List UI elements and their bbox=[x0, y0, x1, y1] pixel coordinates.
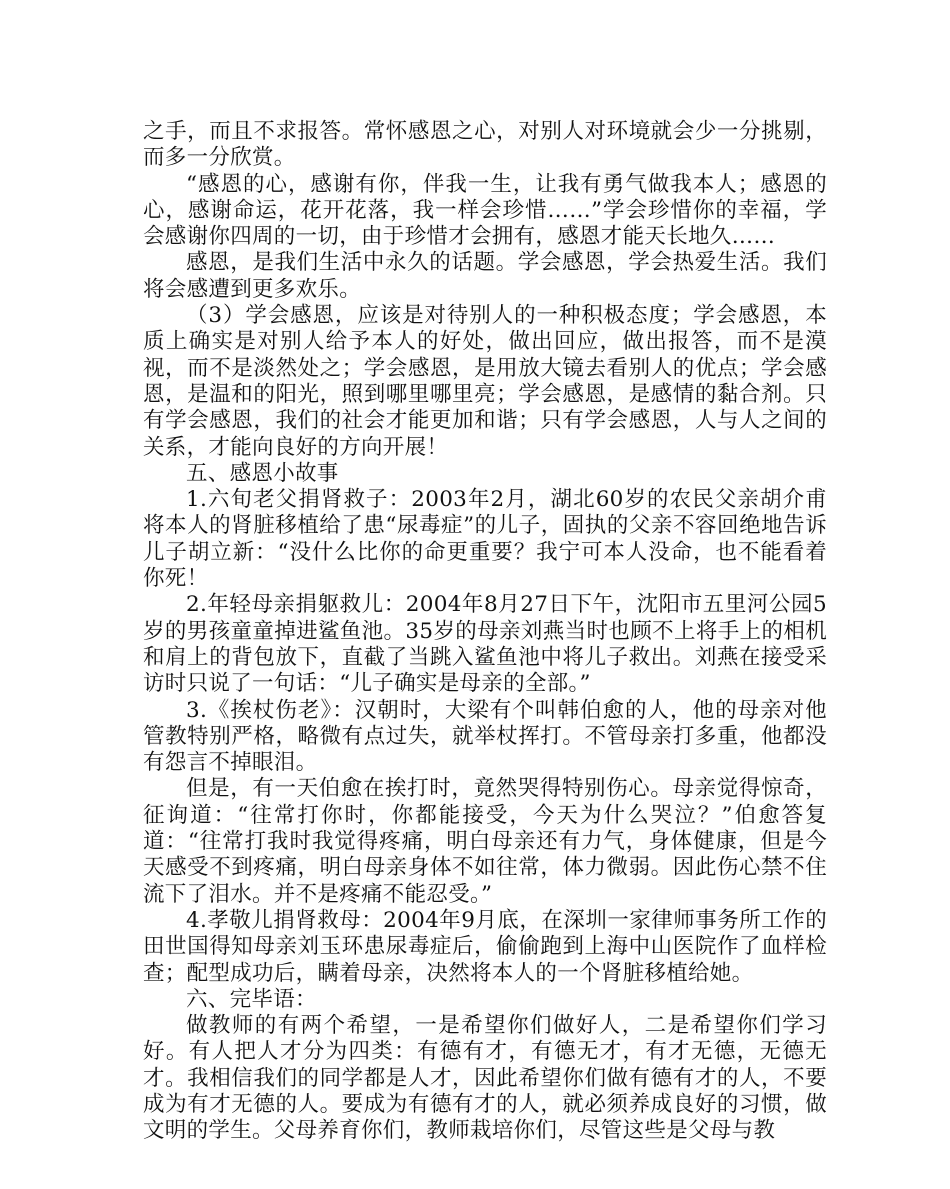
story-3: 3.《挨杖伤老》：汉朝时，大梁有个叫韩伯愈的人，他的母亲对他管教特别严格，略微有点过失，就举杖挥打。不管母亲打多重，他都没有怨言不掉眼泪。 bbox=[143, 697, 827, 776]
section-heading-stories: 五、感恩小故事 bbox=[186, 460, 339, 486]
story-1: 1.六旬老父捐肾救子：2003年2月，湖北60岁的农民父亲胡介甫将本人的肾脏移植给了患“尿毒症”的儿子，固执的父亲不容回绝地告诉儿子胡立新：“没什么比你的命更重要？我宁可本人没命，也不能看着你死！ bbox=[143, 487, 827, 592]
paragraph-gratitude-closing: 之手，而且不求报答。常怀感恩之心，对别人对环境就会少一分挑剔，而多一分欣赏。 bbox=[143, 119, 827, 171]
story-3-continued: 但是，有一天伯愈在挨打时，竟然哭得特别伤心。母亲觉得惊奇，征询道：“往常打你时，你都能接受，今天为什么哭泣？”伯愈答复道：“往常打我时我觉得疼痛，明白母亲还有力气，身体健康，但是今天感受不到疼痛，明白母亲身体不如往常，体力微弱。因此伤心禁不住流下了泪水。并不是疼痛不能忍受。” bbox=[143, 776, 827, 907]
section-heading-closing: 六、完毕语： bbox=[186, 986, 317, 1012]
story-4: 4.孝敬儿捐肾救母：2004年9月底，在深圳一家律师事务所工作的田世国得知母亲刘玉环患尿毒症后，偷偷跑到上海中山医院作了血样检查；配型成功后，瞒着母亲，决然将本人的一个肾脏移植给她。 bbox=[143, 907, 827, 986]
paragraph-closing-remarks: 做教师的有两个希望，一是希望你们做好人，二是希望你们学习好。有人把人才分为四类：有德有才，有德无才，有才无德，无德无才。我相信我们的同学都是人才，因此希望你们做有德有才的人，不要成为有才无德的人。要成为有德有才的人，就必须养成良好的习惯，做文明的学生。父母养育你们，教师栽培你们，尽管这些是父母与教 bbox=[143, 1013, 827, 1144]
paragraph-song-quote: “感恩的心，感谢有你，伴我一生，让我有勇气做我本人；感恩的心，感谢命运，花开花落，我一样会珍惜……”学会珍惜你的幸福，学会感谢你四周的一切，由于珍惜才会拥有，感恩才能天长地久…… bbox=[143, 171, 827, 250]
document-body bbox=[143, 119, 827, 1145]
paragraph-eternal-topic: 感恩，是我们生活中永久的话题。学会感恩，学会热爱生活。我们将会感遭到更多欢乐。 bbox=[143, 250, 827, 302]
paragraph-section-3: （3）学会感恩，应该是对待别人的一种积极态度；学会感恩，本质上确实是对别人给予本人的好处，做出回应，做出报答，而不是漠视，而不是淡然处之；学会感恩，是用放大镜去看别人的优点；学会感恩，是温和的阳光，照到哪里哪里亮；学会感恩，是感情的黏合剂。只有学会感恩，我们的社会才能更加和谐；只有学会感恩，人与人之间的关系，才能向良好的方向开展！ bbox=[143, 303, 827, 460]
story-2: 2.年轻母亲捐躯救儿：2004年8月27日下午，沈阳市五里河公园5岁的男孩童童掉进鲨鱼池。35岁的母亲刘燕当时也顾不上将手上的相机和肩上的背包放下，直截了当跳入鲨鱼池中将儿子救出。刘燕在接受采访时只说了一句话：“儿子确实是母亲的全部。” bbox=[143, 592, 827, 697]
